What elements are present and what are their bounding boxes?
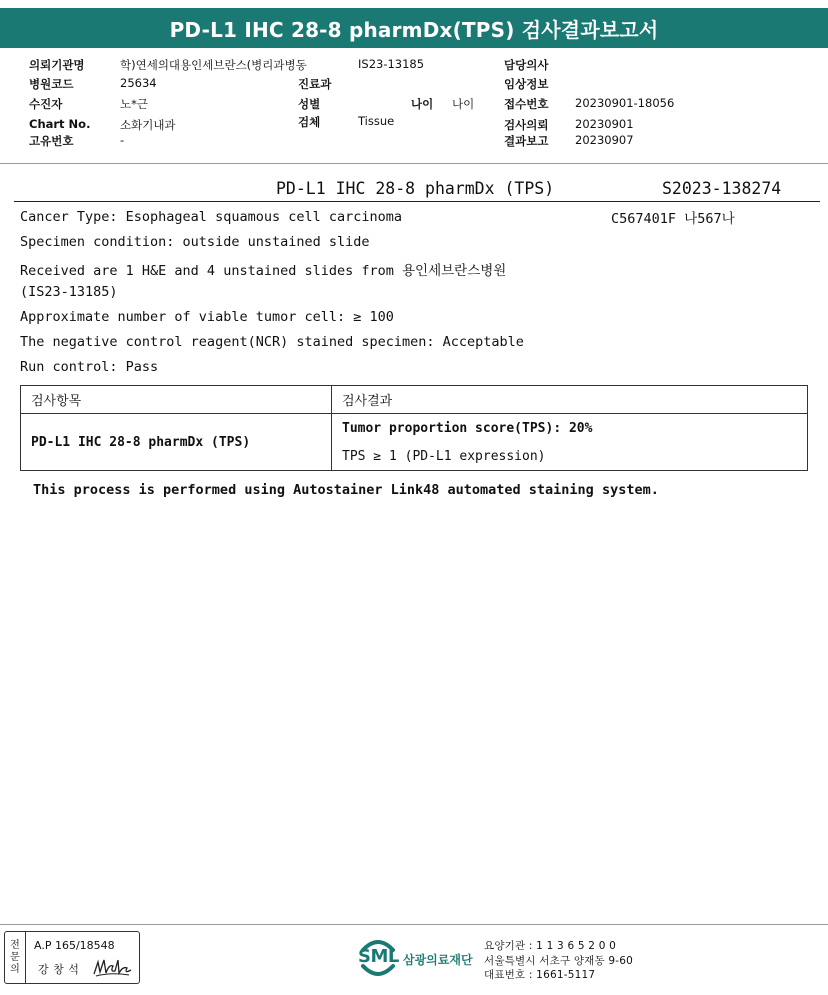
value-unique-no: - [120,133,125,147]
footer-divider [0,924,828,925]
result-values-cell [332,414,808,471]
label-specimen: 검체 [298,115,321,129]
value-chart-no: 소화기내과 [120,118,176,132]
value-patient: 노*근 [120,97,148,111]
label-age: 나이 [411,97,434,111]
test-title-divider [14,201,820,202]
value-request-date: 20230901 [575,117,634,131]
header-test-item: 검사항목 [21,386,332,414]
detail-cancer-type: Cancer Type: Esophageal squamous cell carcinoma [20,209,403,225]
label-department: 진료과 [298,77,332,91]
header-divider [0,163,828,164]
label-report-date: 결과보고 [504,134,549,148]
results-table [20,385,808,471]
label-clinical-info: 임상정보 [504,77,549,91]
process-note: This process is performed using Autostainer Link48 automated staining system. [33,482,659,498]
detail-received-slides: Received are 1 H&E and 4 unstained slides from 용인세브란스병원 [20,263,507,279]
value-age: 나이 [452,97,475,111]
specialist-char-1: 전 [10,939,20,951]
label-patient: 수진자 [29,97,63,111]
label-requesting-institution: 의뢰기관명 [29,58,85,72]
header-test-result: 검사결과 [332,386,808,414]
specialist-vertical-label [5,932,26,983]
label-hospital-code: 병원코드 [29,77,74,91]
label-chart-no: Chart No. [29,117,91,131]
detail-viable-tumor-cells: Approximate number of viable tumor cell: ≥ 100 [20,309,394,325]
sml-org-name: 삼광의료재단 [403,953,473,967]
value-specimen: Tissue [358,114,395,128]
pathologist-name: 강 창 석 [38,963,80,976]
label-request-date: 검사의뢰 [504,118,549,132]
result-tps-expression: TPS ≥ 1 (PD-L1 expression) [342,448,546,464]
detail-run-control: Run control: Pass [20,359,159,375]
signature-icon [91,954,135,980]
ap-number: A.P 165/18548 [34,939,115,952]
detail-ncr-stain: The negative control reagent(NCR) stained specimen: Acceptable [20,334,524,350]
label-accession-no: 접수번호 [504,97,549,111]
institution-phone: 대표번호 : 1661-5117 [484,969,596,981]
value-accession-no: 20230901-18056 [575,96,675,110]
sml-logo-text: SML [358,946,399,967]
value-path-no: IS23-13185 [358,57,425,71]
result-tps-score: Tumor proportion score(TPS): 20% [342,420,593,436]
specialist-char-2: 문 [10,951,20,963]
label-sex: 성별 [298,97,321,111]
detail-path-ref: (IS23-13185) [20,284,118,300]
detail-specimen-condition: Specimen condition: outside unstained slide [20,234,370,250]
label-unique-no: 고유번호 [29,134,74,148]
value-report-date: 20230907 [575,133,634,147]
institution-address: 서울특별시 서초구 양재동 9-60 [484,955,634,967]
value-requesting-institution: 학)연세의대용인세브란스(병리과병동 [120,58,307,72]
block-id: C567401F 나567나 [611,211,735,227]
specialist-char-3: 의 [10,963,20,975]
institution-code: 요양기관 : 1 1 3 6 5 2 0 0 [484,940,616,952]
label-attending-doctor: 담당의사 [504,58,549,72]
value-hospital-code: 25634 [120,76,157,90]
sml-logo [357,936,477,978]
result-test-item: PD-L1 IHC 28-8 pharmDx (TPS) [21,414,332,471]
test-number: S2023-138274 [662,179,782,198]
test-name: PD-L1 IHC 28-8 pharmDx (TPS) [276,179,555,198]
report-title: PD-L1 IHC 28-8 pharmDx(TPS) 검사결과보고서 [0,8,828,48]
pathologist-stamp [4,931,140,984]
